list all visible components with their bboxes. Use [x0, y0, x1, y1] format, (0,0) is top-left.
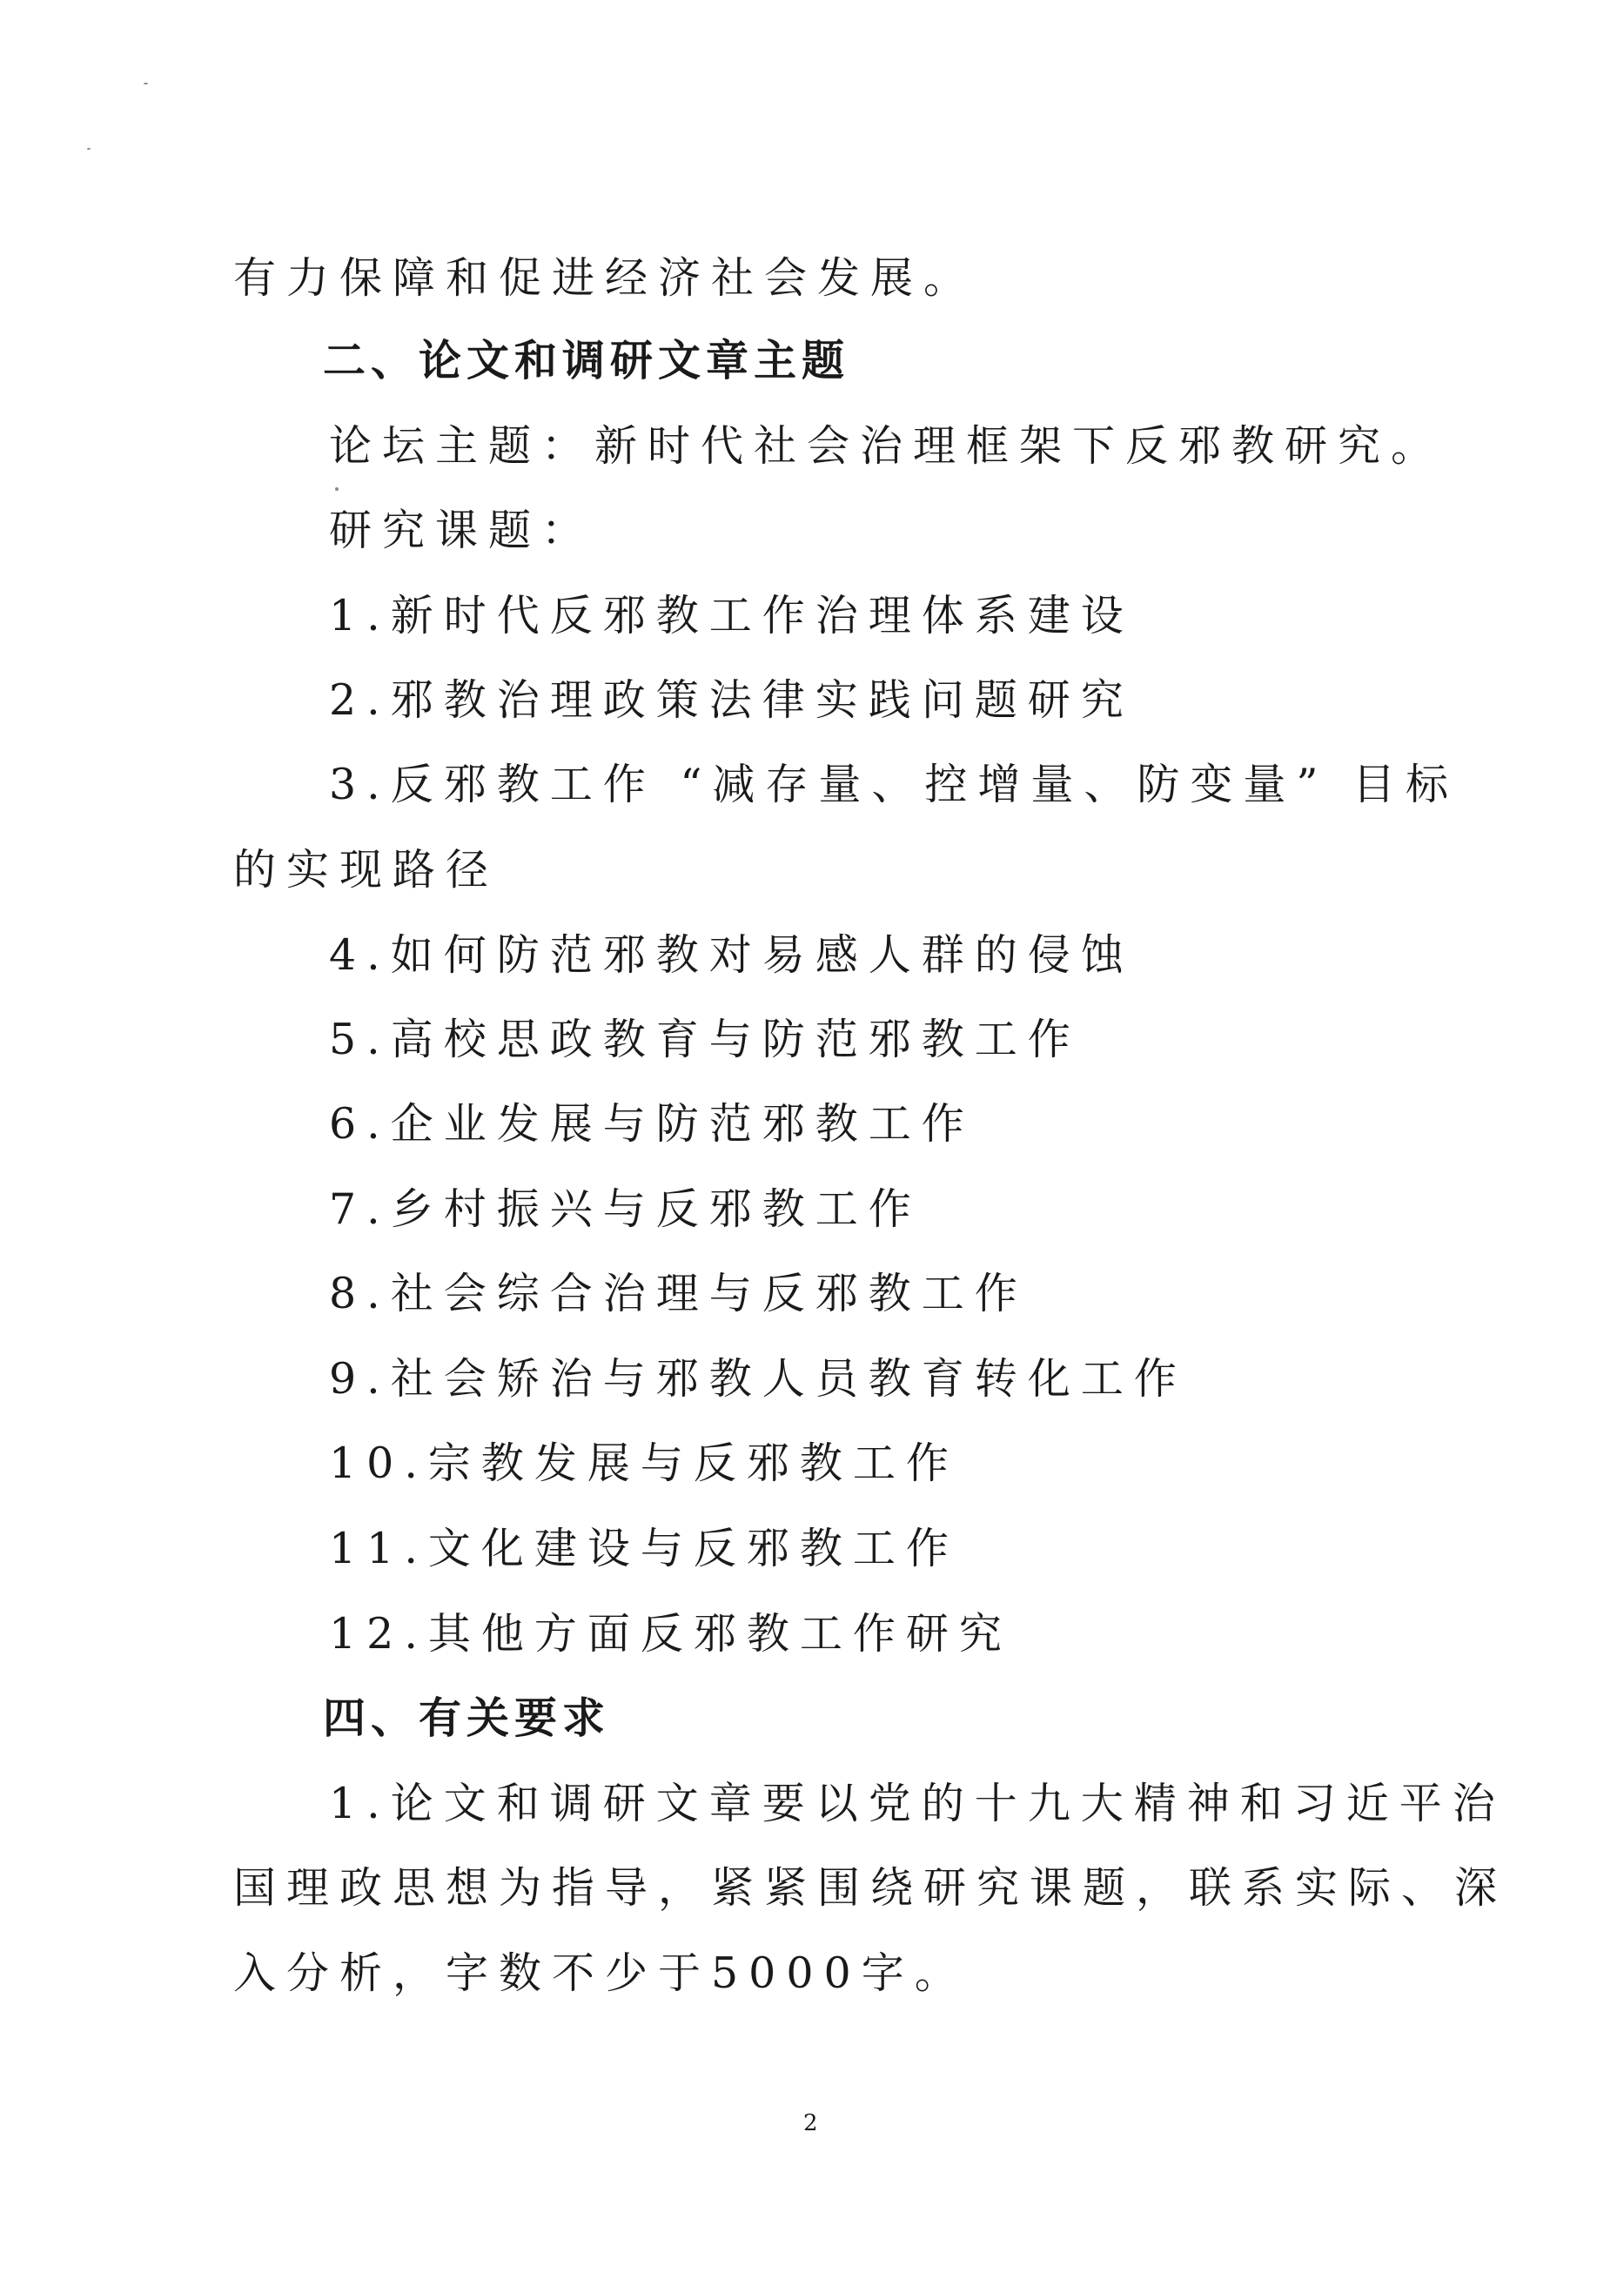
research-topic-3: 3.反邪教工作 “减存量、控增量、防变量” 目标 [329, 760, 1460, 809]
research-topic-1: 1.新时代反邪教工作治理体系建设 [329, 591, 1134, 640]
research-topic-6: 6.企业发展与防范邪教工作 [329, 1099, 975, 1149]
research-topic-12: 12.其他方面反邪教工作研究 [329, 1609, 1012, 1659]
research-topic-9: 9.社会矫治与邪教人员教育转化工作 [329, 1354, 1187, 1404]
section-heading-topics: 二、论文和调研文章主题 [323, 336, 850, 386]
text-line-continuation: 有力保障和促进经济社会发展。 [233, 253, 977, 303]
requirement-1-line-3: 入分析，字数不少于5000字。 [233, 1948, 968, 1998]
research-topic-2: 2.邪教治理政策法律实践问题研究 [329, 675, 1134, 725]
scan-speck [144, 83, 148, 84]
research-topic-4: 4.如何防范邪教对易感人群的侵蚀 [329, 930, 1134, 980]
forum-theme: 论坛主题：新时代社会治理框架下反邪教研究。 [329, 421, 1445, 471]
research-topic-10: 10.宗教发展与反邪教工作 [329, 1438, 959, 1488]
research-topic-7: 7.乡村振兴与反邪教工作 [329, 1184, 922, 1234]
scan-speck [335, 487, 339, 491]
research-topic-5: 5.高校思政教育与防范邪教工作 [329, 1015, 1081, 1064]
requirement-1-line-2: 国理政思想为指导，紧紧围绕研究课题，联系实际、深 [233, 1863, 1508, 1913]
requirement-1-line-1: 1.论文和调研文章要以党的十九大精神和习近平治 [329, 1779, 1506, 1828]
research-topic-11: 11.文化建设与反邪教工作 [329, 1524, 959, 1573]
scan-speck [87, 148, 91, 150]
section-heading-requirements: 四、有关要求 [323, 1693, 611, 1743]
research-topic-3-cont: 的实现路径 [233, 845, 500, 895]
research-topics-label: 研究课题： [329, 506, 595, 555]
research-topic-8: 8.社会综合治理与反邪教工作 [329, 1269, 1028, 1318]
page-number: 2 [803, 2110, 818, 2136]
